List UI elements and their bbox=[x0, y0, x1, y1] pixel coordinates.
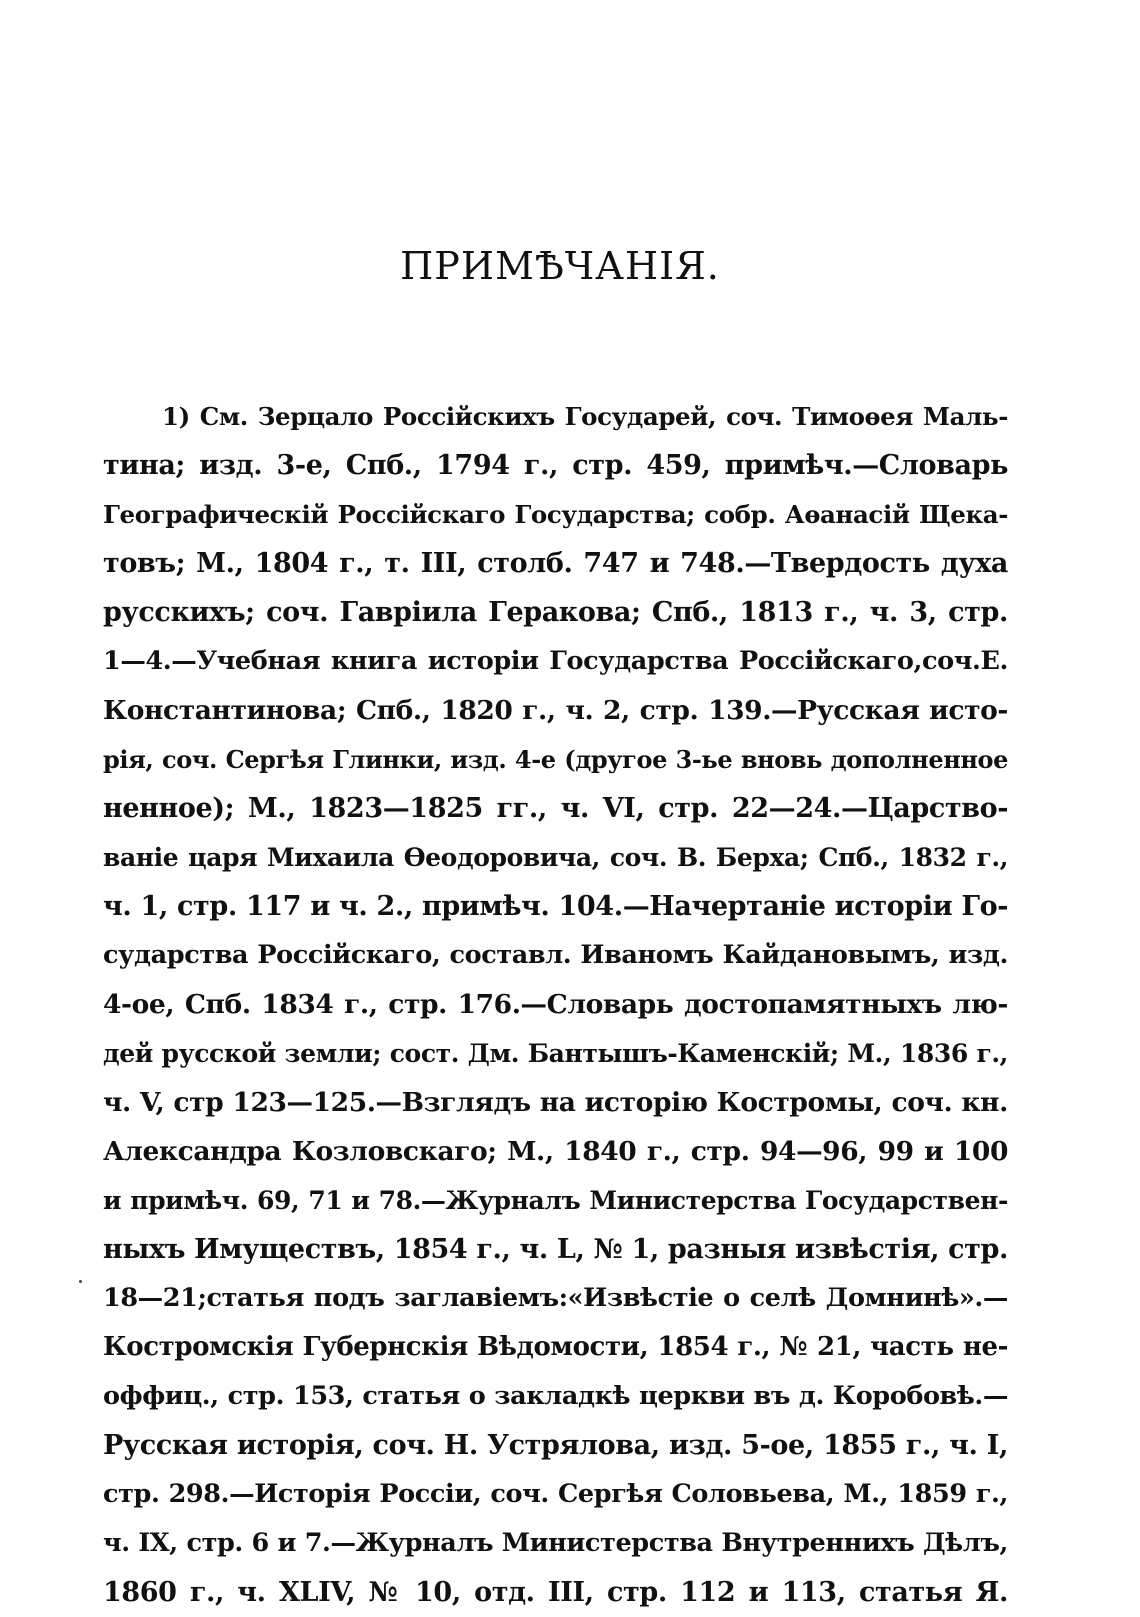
note-line: и примѣч. 69, 71 и 78.—Журналъ Министерства Государствен- bbox=[103, 1186, 1008, 1215]
note-line: Русская исторія, соч. Н. Устрялова, изд. 5-ое, 1855 г., ч. I, bbox=[103, 1430, 1008, 1461]
note-line: ненное); М., 1823—1825 гг., ч. VI, стр. 22—24.—Царство- bbox=[103, 793, 1008, 824]
note-line: Географическій Россійскаго Государства; собр. Аѳанасій Щека- bbox=[103, 500, 1008, 529]
note-line: стр. 298.—Исторія Россіи, соч. Сергѣя Соловьева, М., 1859 г., bbox=[103, 1479, 1008, 1509]
note-line: дей русской земли; сост. Дм. Бантышъ-Каменскій; М., 1836 г., bbox=[103, 1039, 1008, 1068]
note-line: сударства Россійскаго, составл. Иваномъ Кайдановымъ, изд. bbox=[103, 940, 1008, 970]
note-line: ч. V, стр 123—125.—Взглядъ на исторію Костромы, соч. кн. bbox=[103, 1087, 1008, 1118]
note-line: ч. 1, стр. 117 и ч. 2., примѣч. 104.—Начертаніе исторіи Го- bbox=[103, 891, 1008, 922]
notes-body bbox=[103, 392, 1008, 1617]
note-line: Александра Козловскаго; М., 1840 г., стр. 94—96, 99 и 100 bbox=[103, 1136, 1008, 1167]
note-line: тина; изд. 3-е, Спб., 1794 г., стр. 459, примѣч.—Словарь bbox=[103, 450, 1008, 481]
note-line: Константинова; Спб., 1820 г., ч. 2, стр. 139.—Русская исто- bbox=[103, 695, 1008, 726]
note-line: ч. IX, стр. 6 и 7.—Журналъ Министерства Внутреннихъ Дѣлъ, bbox=[103, 1528, 1008, 1558]
note-line: товъ; М., 1804 г., т. III, столб. 747 и 748.—Твердость духа bbox=[103, 548, 1008, 579]
note-line: Костромскія Губернскія Вѣдомости, 1854 г., № 21, часть не- bbox=[103, 1332, 1008, 1362]
note-line: рія, соч. Сергѣя Глинки, изд. 4-е (другое 3-ье вновь дополненное bbox=[103, 745, 1008, 774]
note-line: русскихъ; соч. Гавріила Геракова; Спб., 1813 г., ч. 3, стр. bbox=[103, 597, 1008, 628]
note-line: ваніе царя Михаила Ѳеодоровича, соч. В. Берха; Спб., 1832 г., bbox=[103, 843, 1008, 872]
note-line: 4-ое, Спб. 1834 г., стр. 176.—Словарь достопамятныхъ лю- bbox=[103, 989, 1008, 1020]
note-line: 18—21;статья подъ заглавіемъ:«Извѣстіе о селѣ Домнинѣ».— bbox=[103, 1283, 1008, 1313]
scan-speck bbox=[79, 1280, 82, 1283]
note-line: 1860 г., ч. XLIV, № 10, отд. III, стр. 112 и 113, статья Я. bbox=[103, 1577, 1008, 1608]
note-line: ныхъ Имуществъ, 1854 г., ч. L, № 1, разныя извѣстія, стр. bbox=[103, 1234, 1008, 1265]
note-line: оффиц., стр. 153, статья о закладкѣ церкви въ д. Коробовѣ.— bbox=[103, 1381, 1008, 1411]
page-title: ПРИМѢЧАНІЯ. bbox=[400, 244, 720, 288]
note-line: 1) См. Зерцало Россійскихъ Государей, соч. Тимоѳея Маль- bbox=[162, 402, 1008, 431]
note-line: 1—4.—Учебная книга исторіи Государства Россійскаго,соч.Е. bbox=[103, 646, 1008, 676]
